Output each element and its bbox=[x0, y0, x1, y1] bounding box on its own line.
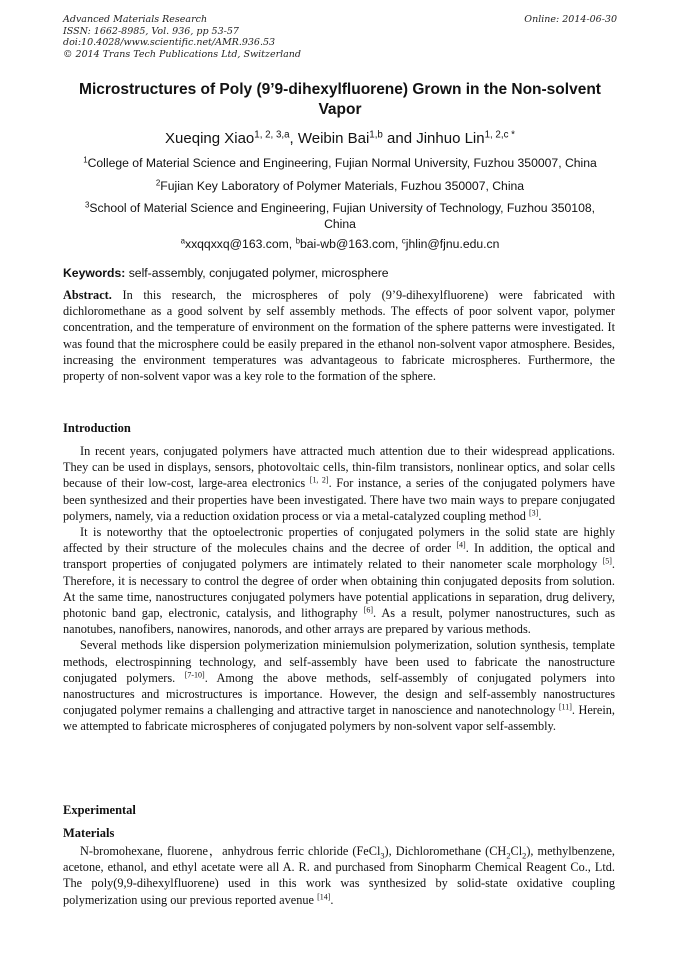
email-text: jhlin@fjnu.edu.cn bbox=[405, 237, 500, 251]
paragraph-text: In recent years, conjugated polymers have attracted much attention due to their widespread applications. They can be used in displays, sensors, photovoltaic cells, thin-film transistors, nonlinear optics, and solar cells because of their low-cost, large-area electronics bbox=[63, 444, 615, 491]
citation: [5] bbox=[602, 557, 612, 567]
email-text: bai-wb@163.com, bbox=[299, 237, 402, 251]
journal-name: Advanced Materials Research bbox=[63, 14, 208, 25]
doi-line: doi:10.4028/www.scientific.net/AMR.936.53 bbox=[63, 37, 276, 48]
email-marker: c bbox=[401, 236, 406, 246]
subscript: 2 bbox=[522, 851, 527, 861]
paragraph-text: . bbox=[330, 892, 334, 907]
citation: [3] bbox=[529, 508, 539, 518]
paragraph bbox=[63, 637, 615, 734]
email-text: xxqqxxq@163.com, bbox=[184, 237, 296, 251]
paragraph-text: Several methods like dispersion polymerization miniemulsion polymerization, solution synthesis, template methods, electrospinning technology, and self-assembly have been used to fabricate the nanostructure conjugated polymers. bbox=[63, 638, 615, 685]
citation: [4] bbox=[456, 540, 466, 550]
citation: [7-10] bbox=[184, 670, 205, 680]
citation: [1, 2] bbox=[309, 476, 329, 486]
keywords-label: Keywords: bbox=[63, 266, 126, 280]
citation: [6] bbox=[363, 605, 374, 615]
paragraph-text: . As a result, polymer nanostructures, such as nanotubes, nanofibers, nanowires, nanorods, and other arrays are prepared by various methods. bbox=[63, 606, 615, 637]
paragraph-text: . Therefore, it is necessary to control the degree of order when obtaining thin conjugated deposits from solution. At the same time, nanostructures conjugated polymers have potential applications in separation, drug delivery, photonic band gap, electronic, catalysis, and lithography bbox=[63, 557, 615, 621]
email-marker: b bbox=[295, 236, 300, 246]
paragraph-text: . Among the above methods, self-assembly of conjugated polymers into nanostructures and microstructures is importance. However, the design and self-assembly nanostructures conjugated polymer remains a challenging and attractive target in nanoscience and nanotechnology bbox=[63, 670, 615, 718]
citation: [14] bbox=[317, 892, 331, 902]
paragraph bbox=[63, 843, 615, 908]
author-list bbox=[63, 130, 617, 148]
subscript: 2 bbox=[506, 851, 511, 861]
paragraph-text: ), Dichloromethane (CH bbox=[384, 844, 507, 858]
affiliation-marker: 1 bbox=[83, 155, 88, 165]
abstract-label: Abstract. bbox=[63, 288, 112, 302]
materials-body bbox=[63, 843, 615, 908]
citation: [11] bbox=[558, 702, 572, 712]
abstract bbox=[63, 287, 615, 384]
paragraph-text: . In addition, the optical and transport properties of conjugated polymers are intimately related to their nanometer scale morphology bbox=[63, 541, 615, 572]
online-date: Online: 2014-06-30 bbox=[524, 14, 617, 25]
author-superscript: 1,b bbox=[369, 129, 383, 141]
introduction-heading: Introduction bbox=[63, 421, 131, 435]
affiliation-marker: 3 bbox=[84, 200, 90, 210]
abstract-text: In this research, the microspheres of poly (9’9-dihexylfluorene) were fabricated with dichloromethane as a good solvent by self assembly methods. The effects of poor solvent vapor, polymer concentration, and the temperature of environment on the formation of the sphere patterns were investigated. It was found that the microsphere could be easily prepared in the ethanol non-solvent vapor atmosphere. Besides, increasing the environment temperatures was advantageous to fabricate microspheres. Furthermore, the property of non-solvent vapor was a key role to the formation of the sphere. bbox=[63, 288, 615, 384]
email-line bbox=[63, 236, 617, 252]
paragraph-text: ), methylbenzene, acetone, ethanol, and ethyl acetate were all A. R. and purchased from Sinopharm Chemical Reagent Co., Ltd. The poly(9,9-dihexylfluorene) used in this work was synthesized by solid-state oxidative coupling polymerization using our previous reported avenue bbox=[63, 844, 616, 907]
paragraph-text: N-bromohexane, fluorene，anhydrous ferric chloride (FeCl bbox=[80, 844, 381, 858]
affiliation-text: School of Material Science and Engineering, Fujian University of Technology, Fuzhou 350108, bbox=[89, 201, 596, 215]
keywords bbox=[63, 266, 617, 280]
affiliation-text: Fujian Key Laboratory of Polymer Materials, Fuzhou 350007, China bbox=[160, 179, 525, 193]
paragraph-text: Cl bbox=[510, 844, 523, 858]
email-marker: a bbox=[180, 236, 185, 246]
issn-line: ISSN: 1662-8985, Vol. 936, pp 53-57 bbox=[63, 25, 239, 37]
author-name: and Jinhuo Lin bbox=[382, 130, 485, 147]
affiliation-text: China bbox=[324, 217, 356, 231]
journal-header bbox=[63, 14, 617, 60]
copyright-line: © 2014 Trans Tech Publications Ltd, Switzerland bbox=[63, 48, 302, 60]
affiliation-1 bbox=[63, 155, 617, 171]
paragraph bbox=[63, 443, 615, 524]
author-name: Xueqing Xiao bbox=[165, 130, 255, 147]
affiliation-marker: 2 bbox=[155, 178, 161, 188]
keywords-text: self-assembly, conjugated polymer, microsphere bbox=[125, 266, 389, 280]
experimental-heading: Experimental bbox=[63, 803, 136, 817]
paragraph bbox=[63, 524, 615, 637]
paragraph-text: It is noteworthy that the optoelectronic properties of conjugated polymers in the solid state are highly affected by their structure of the molecules chains and the decree of order bbox=[63, 525, 615, 556]
author-name: , Weibin Bai bbox=[289, 130, 370, 147]
paragraph-text: . For instance, a series of the conjugated polymers have been synthesized and their properties have been investigated. There have two main ways to prepare conjugated polymers, namely, via a reduction oxidation process or via a metal-catalyzed coupling method bbox=[63, 476, 615, 523]
introduction-body bbox=[63, 443, 615, 735]
subscript: 3 bbox=[380, 851, 385, 861]
paper-title: Microstructures of Poly (9’9-dihexylfluorene) Grown in the Non-solvent Vapor bbox=[79, 81, 601, 118]
materials-subheading: Materials bbox=[63, 826, 115, 840]
affiliation-text: College of Material Science and Engineering, Fujian Normal University, Fuzhou 350007, China bbox=[87, 156, 597, 170]
affiliation-2 bbox=[63, 178, 617, 194]
paragraph-text: . Herein, we attempted to fabricate microspheres of conjugated polymers by non-solvent vapor self-assembly. bbox=[63, 703, 615, 734]
author-superscript: 1, 2,c * bbox=[484, 129, 515, 141]
affiliation-3 bbox=[63, 200, 617, 232]
paragraph-text: . bbox=[538, 508, 542, 523]
author-superscript: 1, 2, 3,a bbox=[254, 129, 290, 141]
